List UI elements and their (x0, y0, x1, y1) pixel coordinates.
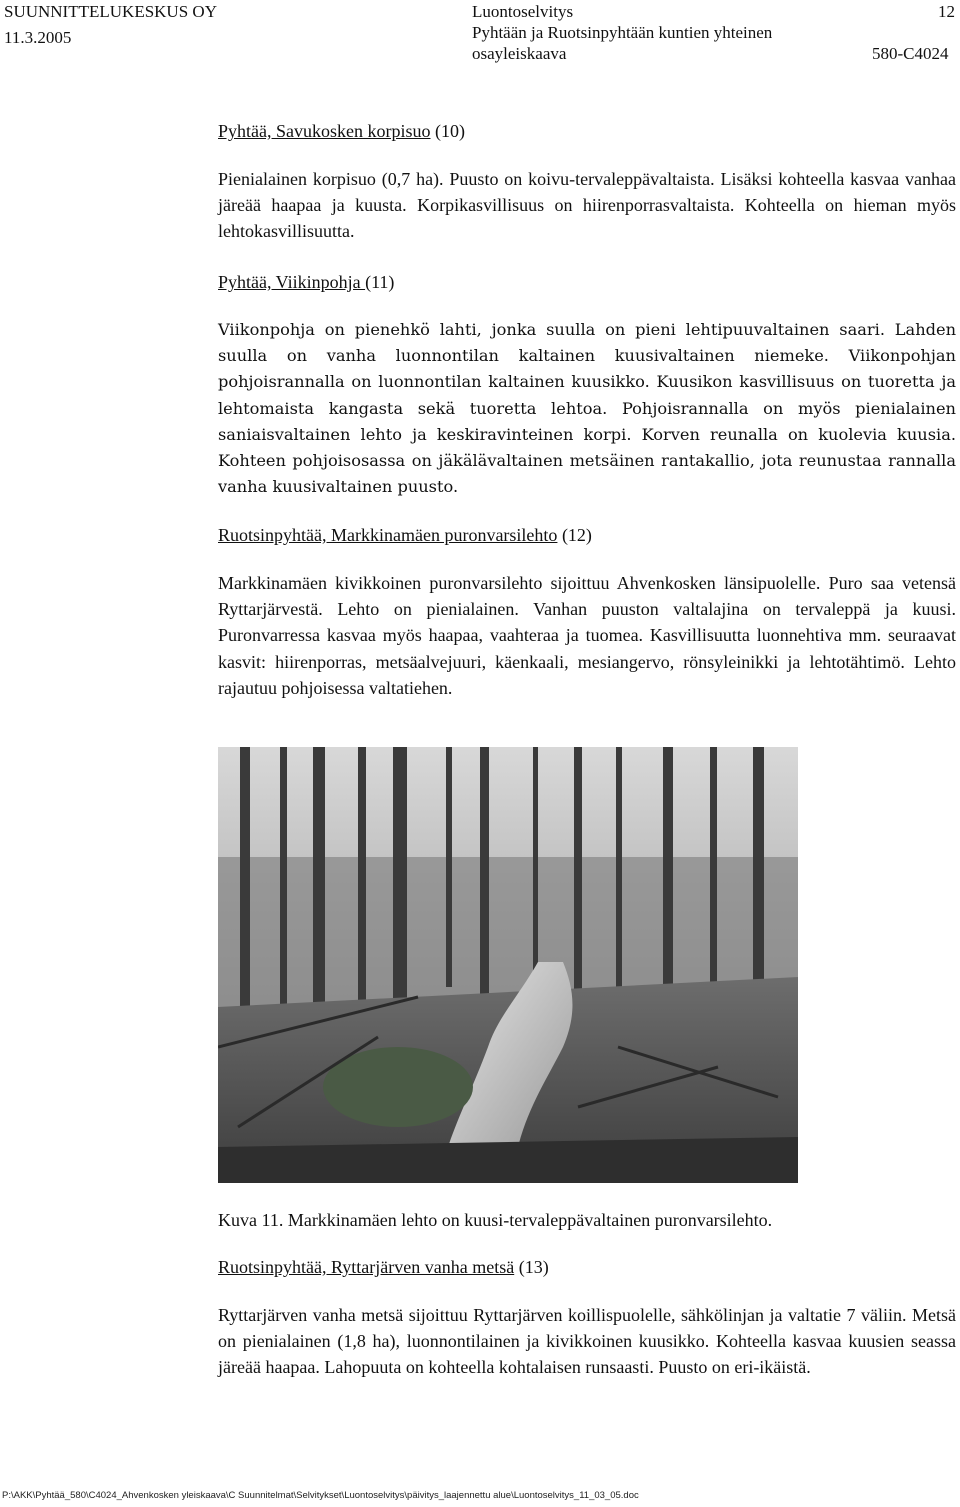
section-body: Ryttarjärven vanha metsä sijoittuu Ryttarjärven koillispuolelle, sähkölinjan ja valtatie 7 väliin. Metsä on pienialainen (1,8 ha), luonnontilainen ja kivikkoinen kuusikko. Kohteella kasvaa kuusien seassa järeää haapaa. Lahopuuta on kohteella kohtalaisen runsaasti. Puusto on eri-ikäistä. (218, 1305, 956, 1378)
section-heading (218, 118, 956, 144)
header-doc-subtitle-2: osayleiskaava (472, 44, 567, 63)
header-company: SUUNNITTELUKESKUS OY (4, 2, 217, 21)
header-page-number: 12 (938, 2, 955, 21)
section-body: Pienialainen korpisuo (0,7 ha). Puusto on koivu-tervaleppävaltaista. Lisäksi kohteella kasvaa vanhaa järeää haapaa ja kuusta. Korpikasvillisuus on hiirenporrasvaltaista. Kohteella on hieman myös lehtokasvillisuutta. (218, 169, 956, 242)
section-heading-link[interactable]: Ruotsinpyhtää, Ryttarjärven vanha metsä (218, 1257, 515, 1277)
section-heading-link[interactable]: Pyhtää, Viikinpohja (218, 272, 366, 292)
header-doc-code: 580-C4024 (872, 44, 949, 63)
section-number: (12) (557, 525, 592, 545)
section-number: (13) (514, 1257, 549, 1277)
figure-caption-block (218, 1207, 956, 1233)
section-10 (218, 118, 956, 245)
section-heading-link[interactable]: Pyhtää, Savukosken korpisuo (218, 121, 431, 141)
section-heading (218, 269, 956, 295)
footer-file-path: P:\AKK\Pyhtää_580\C4024_Ahvenkosken yleiskaava\C Suunnitelmat\Selvitykset\Luontoselvitys\päivitys_laajennettu alue\Luontoselvitys_11_03_05.doc (2, 1490, 639, 1501)
section-12 (218, 522, 956, 701)
section-heading (218, 522, 956, 548)
header-doc-title: Luontoselvitys (472, 2, 574, 21)
section-number: (11) (365, 272, 395, 292)
forest-brook-photo (218, 747, 798, 1183)
section-body: Viikonpohja on pienehkö lahti, jonka suulla on pieni lehtipuuvaltainen saari. Lahden suulla on vanha luonnontilan kaltainen kuusivaltainen niemeke. Viikonpohjan pohjoisrannalla on luonnontilan kaltainen kuusikko. Kuusikon kasvillisuus on tuoretta ja lehtomaista kangasta sekä tuoretta lehtoa. Pohjoisrannalla on myös pienialainen saniaisvaltainen lehto ja keskiravinteinen korpi. Korven reunalla on kuolevia kuusia. Kohteen pohjoisosassa on jäkälävaltainen metsäinen rantakallio, jota reunustaa rannalla vanha kuusivaltainen puusto. (218, 320, 956, 497)
section-number: (10) (430, 121, 465, 141)
header-date: 11.3.2005 (4, 28, 72, 47)
section-body: Markkinamäen kivikkoinen puronvarsilehto sijoittuu Ahvenkosken länsipuolelle. Puro saa vetensä Ryttarjärvestä. Lehto on pienialainen. Vanhan puuston valtalajina on tervaleppä ja kuusi. Puronvarressa kasvaa myös haapaa, vaahteraa ja tuomea. Kasvillisuutta luonnehtiva mm. seuraavat kasvit: hiirenporras, metsäalvejuuri, käenkaali, mesiangervo, rönsyleinikki ja lehtotähtimö. Lehto rajautuu pohjoisessa valtatiehen. (218, 573, 956, 698)
section-heading (218, 1254, 956, 1280)
header-doc-subtitle: Pyhtään ja Ruotsinpyhtään kuntien yhteinen (472, 23, 773, 42)
section-11 (218, 269, 956, 500)
section-13 (218, 1254, 956, 1381)
section-heading-link[interactable]: Ruotsinpyhtää, Markkinamäen puronvarsilehto (218, 525, 558, 545)
figure-caption: Kuva 11. Markkinamäen lehto on kuusi-tervaleppävaltainen puronvarsilehto. (218, 1210, 773, 1230)
